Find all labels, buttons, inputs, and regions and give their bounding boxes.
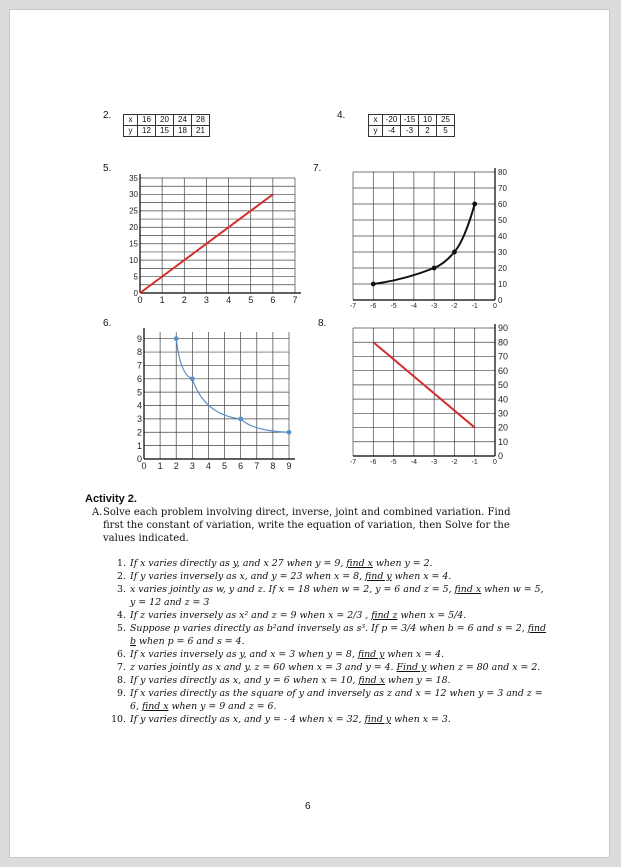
problem-number: 3.	[117, 584, 126, 595]
problem-list	[110, 557, 550, 726]
problem-text	[130, 609, 550, 622]
problem-text-part: when x = 3.	[391, 714, 451, 725]
table-cell: -20	[383, 115, 401, 126]
problem-ask: Find y	[396, 662, 427, 673]
problem-ask: find x	[454, 584, 482, 595]
problem-text-part: when y = 9 and z = 6.	[168, 701, 277, 712]
x-tick-label: 5	[222, 461, 228, 471]
data-point	[452, 250, 457, 255]
y-tick-label: 20	[129, 223, 138, 233]
y-tick-label: 30	[498, 247, 507, 257]
item-number-2: 2.	[103, 110, 112, 121]
problem-item	[110, 687, 550, 713]
worksheet-page	[9, 9, 610, 858]
problem-ask: find x	[358, 675, 385, 686]
y-tick-label: 30	[498, 408, 509, 419]
x-tick-label: 7	[292, 295, 298, 305]
x-tick-label: -1	[471, 303, 478, 310]
table-cell: x	[369, 115, 383, 126]
y-tick-label: 35	[129, 173, 138, 183]
problem-number: 5.	[117, 623, 126, 634]
y-tick-label: 60	[498, 365, 509, 376]
y-tick-label: 1	[136, 440, 142, 451]
problem-item	[110, 557, 550, 570]
y-tick-label: 70	[498, 351, 509, 362]
y-tick-label: 25	[129, 206, 138, 216]
table-cell: -15	[401, 115, 419, 126]
problem-text	[130, 661, 550, 674]
table-row-y	[369, 126, 455, 137]
y-tick-label: 0	[136, 454, 142, 465]
x-tick-label: -6	[370, 303, 377, 310]
y-tick-label: 9	[136, 333, 142, 344]
x-tick-label: 2	[173, 461, 179, 471]
problem-item	[110, 570, 550, 583]
data-point	[287, 430, 292, 435]
x-tick-label: 4	[205, 461, 211, 471]
problem-text-part: If y varies directly as x, and y = 6 when x = 10,	[130, 675, 359, 686]
problem-text	[130, 687, 550, 713]
x-tick-label: 9	[286, 461, 292, 471]
data-point	[371, 282, 376, 287]
y-tick-label: 2	[136, 427, 142, 438]
x-tick-label: 2	[181, 295, 187, 305]
problem-text-part: when x = 4.	[391, 571, 452, 582]
data-point	[190, 376, 195, 381]
y-tick-label: 20	[498, 263, 507, 273]
table-cell: y	[369, 126, 383, 137]
problem-text-part: z varies jointly as x and y. z = 60 when x = 3 and y = 4.	[130, 662, 397, 673]
problem-item	[110, 648, 550, 661]
problem-number: 8.	[117, 675, 126, 686]
problem-text-part: If y varies inversely as x, and y = 23 when x = 8,	[130, 571, 366, 582]
problem-text-part: If y varies directly as x, and y = - 4 when x = 32,	[130, 714, 365, 725]
x-tick-label: -2	[451, 459, 458, 466]
problem-item	[110, 583, 550, 609]
problem-ask: find y	[357, 649, 385, 660]
problem-number: 10.	[111, 714, 126, 725]
y-tick-label: 6	[136, 373, 142, 384]
problem-text	[130, 674, 550, 687]
table-cell: 25	[437, 115, 455, 126]
data-point	[472, 202, 477, 207]
y-tick-label: 7	[136, 360, 142, 371]
data-point	[238, 416, 243, 421]
y-tick-label: 3	[136, 414, 142, 425]
table-cell: -3	[401, 126, 419, 137]
problem-text-part: If x varies directly as y, and x 27 when y = 9,	[130, 558, 347, 569]
x-tick-label: 3	[203, 295, 209, 305]
y-tick-label: 0	[498, 451, 504, 462]
y-tick-label: 70	[498, 183, 507, 193]
y-tick-label: 0	[133, 288, 138, 298]
y-tick-label: 30	[129, 190, 138, 200]
activity-instructions	[85, 506, 555, 545]
problem-text	[130, 713, 550, 726]
problem-text-part: when y = 18.	[384, 675, 451, 686]
x-tick-label: -7	[349, 459, 357, 466]
y-tick-label: 80	[498, 337, 509, 348]
table-cell: -4	[383, 126, 401, 137]
problem-text	[130, 570, 550, 583]
x-tick-label: 1	[159, 295, 165, 305]
table-row-y	[124, 126, 210, 137]
y-tick-label: 8	[136, 347, 142, 358]
y-tick-label: 10	[498, 279, 507, 289]
problem-item	[110, 609, 550, 622]
table-item-4	[368, 114, 455, 137]
table-item-2	[123, 114, 210, 137]
y-tick-label: 4	[136, 400, 142, 411]
item-number-5: 5.	[103, 163, 112, 174]
problem-text	[130, 648, 550, 661]
x-tick-label: -1	[471, 459, 478, 466]
activity-title: Activity 2.	[85, 493, 137, 505]
problem-text-part: when x = 5/4.	[397, 610, 467, 621]
item-number-4: 4.	[337, 110, 346, 121]
graph-item-6	[128, 320, 298, 471]
problem-item	[110, 661, 550, 674]
y-tick-label: 0	[498, 295, 503, 305]
x-tick-label: -7	[349, 303, 357, 310]
problem-number: 6.	[117, 649, 126, 660]
table-cell: x	[124, 115, 138, 126]
problem-ask: find y	[365, 571, 392, 582]
x-tick-label: 6	[238, 461, 244, 471]
problem-number: 9.	[117, 688, 126, 699]
table-cell: 2	[419, 126, 437, 137]
problem-item	[110, 622, 550, 648]
data-point	[432, 266, 437, 271]
problem-ask: find x	[346, 558, 373, 569]
x-tick-label: 0	[141, 461, 147, 471]
table-cell: 12	[138, 126, 156, 137]
problem-text-part: when x = 4.	[384, 649, 445, 660]
page-number: 6	[305, 801, 311, 812]
x-tick-label: 3	[189, 461, 195, 471]
table-cell: 21	[192, 126, 210, 137]
problem-text	[130, 583, 550, 609]
problem-ask: find y	[364, 714, 392, 725]
y-tick-label: 50	[498, 380, 509, 391]
table-cell: y	[124, 126, 138, 137]
graph-item-7	[335, 160, 520, 310]
graph-item-5	[118, 166, 308, 306]
problem-text-part: when y = 2.	[372, 558, 433, 569]
table-cell: 16	[138, 115, 156, 126]
table-cell: 20	[156, 115, 174, 126]
problem-text	[130, 622, 550, 648]
y-tick-label: 10	[498, 436, 509, 447]
y-tick-label: 15	[129, 239, 138, 249]
x-tick-label: 1	[157, 461, 163, 471]
x-tick-label: 7	[254, 461, 260, 471]
problem-item	[110, 674, 550, 687]
y-tick-label: 5	[133, 272, 138, 282]
problem-text-part: when w = 5, y = 12 and z = 3	[130, 584, 544, 608]
x-tick-label: 8	[270, 461, 276, 471]
problem-number: 2.	[117, 571, 126, 582]
instruction-text: Solve each problem involving direct, inverse, joint and combined variation. Find first the constant of variation, write the equation of variation, then Solve for the values indicated.	[103, 507, 511, 544]
table-cell: 15	[156, 126, 174, 137]
x-tick-label: -5	[390, 459, 397, 466]
x-tick-label: -3	[431, 303, 438, 310]
x-tick-label: 6	[270, 295, 276, 305]
x-tick-label: -2	[451, 303, 458, 310]
problem-item	[110, 713, 550, 726]
instruction-letter: A.	[92, 507, 103, 518]
table-cell: 5	[437, 126, 455, 137]
x-tick-label: -4	[410, 303, 417, 310]
x-tick-label: -5	[390, 303, 397, 310]
item-number-7: 7.	[313, 163, 322, 174]
problem-number: 4.	[117, 610, 126, 621]
item-number-6: 6.	[103, 318, 112, 329]
x-tick-label: 0	[137, 295, 143, 305]
x-tick-label: -4	[410, 459, 417, 466]
problem-text-part: If x varies inversely as y, and x = 3 when y = 8,	[130, 649, 358, 660]
y-tick-label: 80	[498, 167, 507, 177]
y-tick-label: 10	[129, 255, 138, 265]
problem-text-part: when z = 80 and x = 2.	[426, 662, 541, 673]
problem-text-part: If x varies directly as the square of y and inversely as z and x = 12 when y = 3 and z = 6,	[130, 688, 543, 712]
x-tick-label: 0	[493, 459, 497, 466]
x-tick-label: -6	[370, 459, 377, 466]
y-tick-label: 40	[498, 231, 507, 241]
graph-item-8	[335, 316, 520, 466]
table-cell: 10	[419, 115, 437, 126]
data-line	[373, 204, 474, 284]
y-tick-label: 20	[498, 422, 509, 433]
problem-text	[130, 557, 550, 570]
x-tick-label: -3	[431, 459, 438, 466]
x-tick-label: 4	[226, 295, 232, 305]
problem-text-part: when p = 6 and s = 4.	[136, 636, 245, 647]
data-point	[174, 336, 179, 341]
table-cell: 28	[192, 115, 210, 126]
table-cell: 18	[174, 126, 192, 137]
item-number-8: 8.	[318, 318, 327, 329]
problem-ask: find z	[371, 610, 398, 621]
data-line	[176, 339, 289, 433]
table-cell: 24	[174, 115, 192, 126]
problem-number: 1.	[117, 558, 126, 569]
x-tick-label: 5	[248, 295, 254, 305]
problem-number: 7.	[117, 662, 126, 673]
table-row-x	[124, 115, 210, 126]
problem-ask: find b	[130, 623, 546, 647]
y-tick-label: 60	[498, 199, 507, 209]
problem-text-part: x varies jointly as w, y and z. If x = 18 when w = 2, y = 6 and z = 5,	[130, 584, 455, 595]
y-tick-label: 90	[498, 323, 509, 334]
x-tick-label: 0	[493, 303, 497, 310]
y-tick-label: 5	[136, 387, 142, 398]
table-row-x	[369, 115, 455, 126]
y-tick-label: 50	[498, 215, 507, 225]
problem-ask: find x	[141, 701, 169, 712]
y-tick-label: 40	[498, 394, 509, 405]
problem-text-part: If z varies inversely as x² and z = 9 when x = 2/3 ,	[130, 610, 372, 621]
problem-text-part: Suppose p varies directly as b²and inversely as s³. If p = 3/4 when b = 6 and s = 2,	[130, 623, 528, 634]
